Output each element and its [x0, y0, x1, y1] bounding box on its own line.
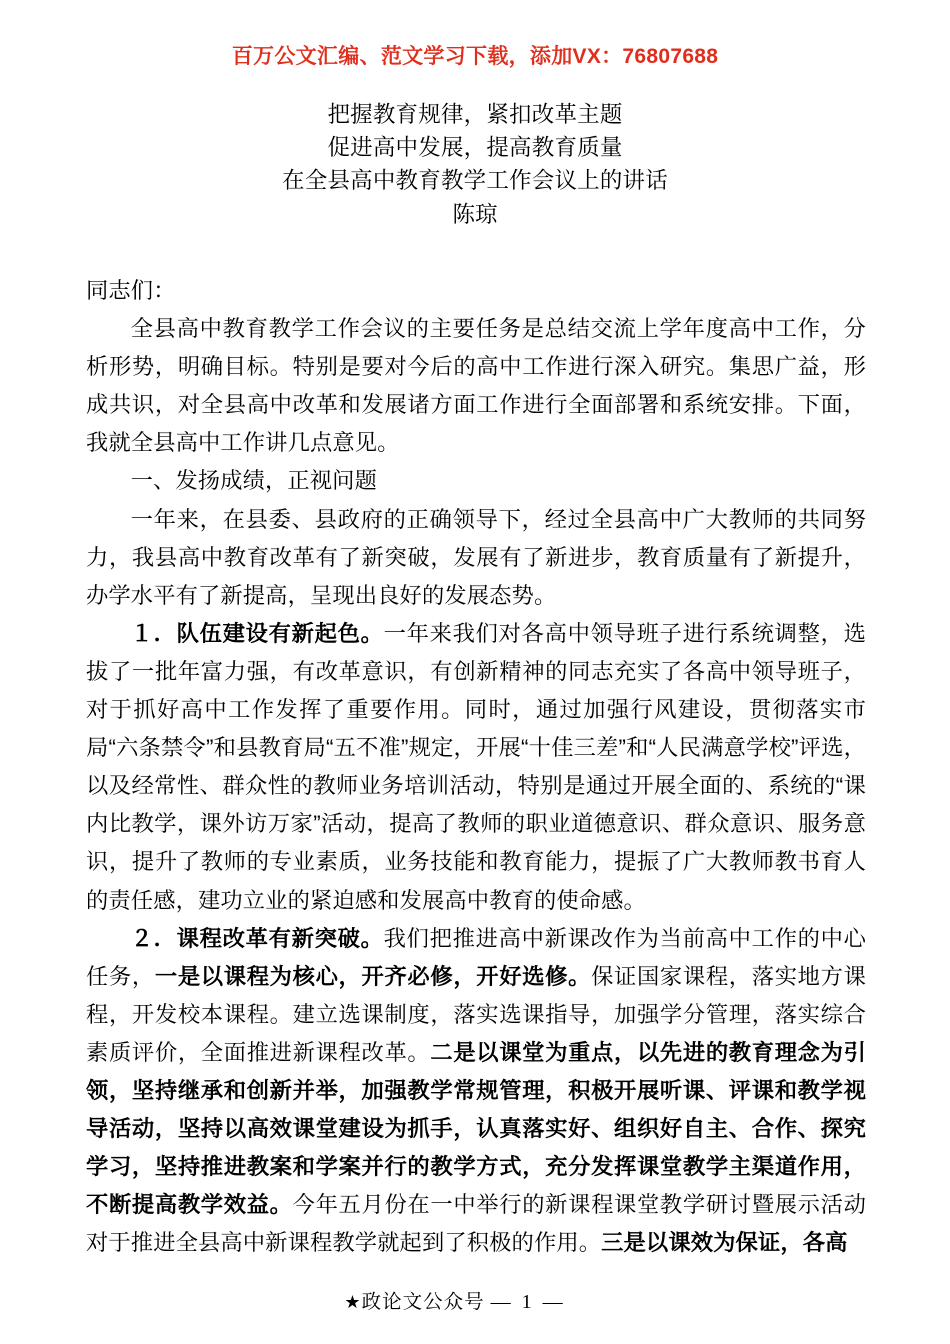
star-icon: ★: [344, 1292, 362, 1312]
item-1-team-building: [86, 615, 866, 920]
item-2-bold-first: 一是以课程为核心，开齐必修，开好选修。: [154, 963, 592, 989]
paragraph-intro: 全县高中教育教学工作会议的主要任务是总结交流上学年度高中工作，分析形势，明确目标。特别是要对今后的高中工作进行深入研究。集思广益，形成共识，对全县高中改革和发展诸方面工作进行全面部署和系统安排。下面，我就全县高中工作讲几点意见。: [86, 316, 866, 456]
footer-brand: 政论文公众号: [361, 1292, 485, 1313]
title-line-1: 把握教育规律，紧扣改革主题: [327, 102, 623, 127]
title-line-2: 促进高中发展，提高教育质量: [327, 135, 623, 160]
item-2-segment-1: 我们把推进高中新课改作为当前高中工作的中心任务，: [86, 925, 866, 989]
item-2-bold-third: 三是以课效为保证，各高: [601, 1230, 848, 1256]
section-heading-one: 一、发扬成绩，正视问题: [130, 468, 377, 494]
item-2-bold-second: 二是以课堂为重点，以先进的教育理念为引领，坚持继承和创新并举，加强教学常规管理，积极开展听课、评课和教学视导活动，坚持以高效课堂建设为抓手，认真落实好、组织好自主、合作、探究学习，坚持推进教案和学案并行的教学方式，充分发挥课堂教学主渠道作用，不断提高教学效益。: [86, 1039, 866, 1218]
page-footer: [0, 1286, 950, 1314]
promo-header-banner: 百万公文汇编、范文学习下载，添加VX：76807688: [231, 45, 719, 68]
author-name: 陈琼: [452, 202, 498, 227]
document-body: [86, 272, 866, 1262]
item-2-curriculum-reform: [86, 920, 866, 1263]
page-number: — 1 —: [490, 1291, 566, 1313]
item-1-text: 一年来我们对各高中领导班子进行系统调整，选拔了一批年富力强，有改革意识，有创新精神的同志充实了各高中领导班子，对于抓好高中工作发挥了重要作用。同时，通过加强行风建设，贯彻落实市局“六条禁令”和县教育局“五不准”规定，开展“十佳三差”和“人民满意学校”评选，以及经常性、群众性的教师业务培训活动，特别是通过开展全面的、系统的“课内比教学，课外访万家”活动，提高了教师的职业道德意识、群众意识、服务意识，提升了教师的专业素质，业务技能和教育能力，提振了广大教师教书育人的责任感，建功立业的紧迫感和发展高中教育的使命感。: [86, 620, 866, 913]
paragraph-achievements: 一年来，在县委、县政府的正确领导下，经过全县高中广大教师的共同努力，我县高中教育改革有了新突破，发展有了新进步，教育质量有了新提升，办学水平有了新提高，呈现出良好的发展态势。: [86, 506, 866, 608]
item-2-segment-3: 今年五月份在一中举行的新课程课堂教学研讨暨展示活动对于推进全县高中新课程教学就起到了积极的作用。: [86, 1192, 866, 1256]
title-line-3: 在全县高中教育教学工作会议上的讲话: [282, 168, 668, 193]
item-2-segment-2: 保证国家课程，落实地方课程，开发校本课程。建立选课制度，落实选课指导，加强学分管理，落实综合素质评价，全面推进新课程改革。: [86, 963, 866, 1065]
salutation: 同志们：: [86, 278, 176, 303]
footer-inner: [344, 1286, 565, 1314]
item-2-lead: ２．课程改革有新突破。: [130, 925, 384, 951]
item-1-lead: １．队伍建设有新起色。: [130, 620, 384, 646]
document-title-block: [0, 98, 950, 233]
